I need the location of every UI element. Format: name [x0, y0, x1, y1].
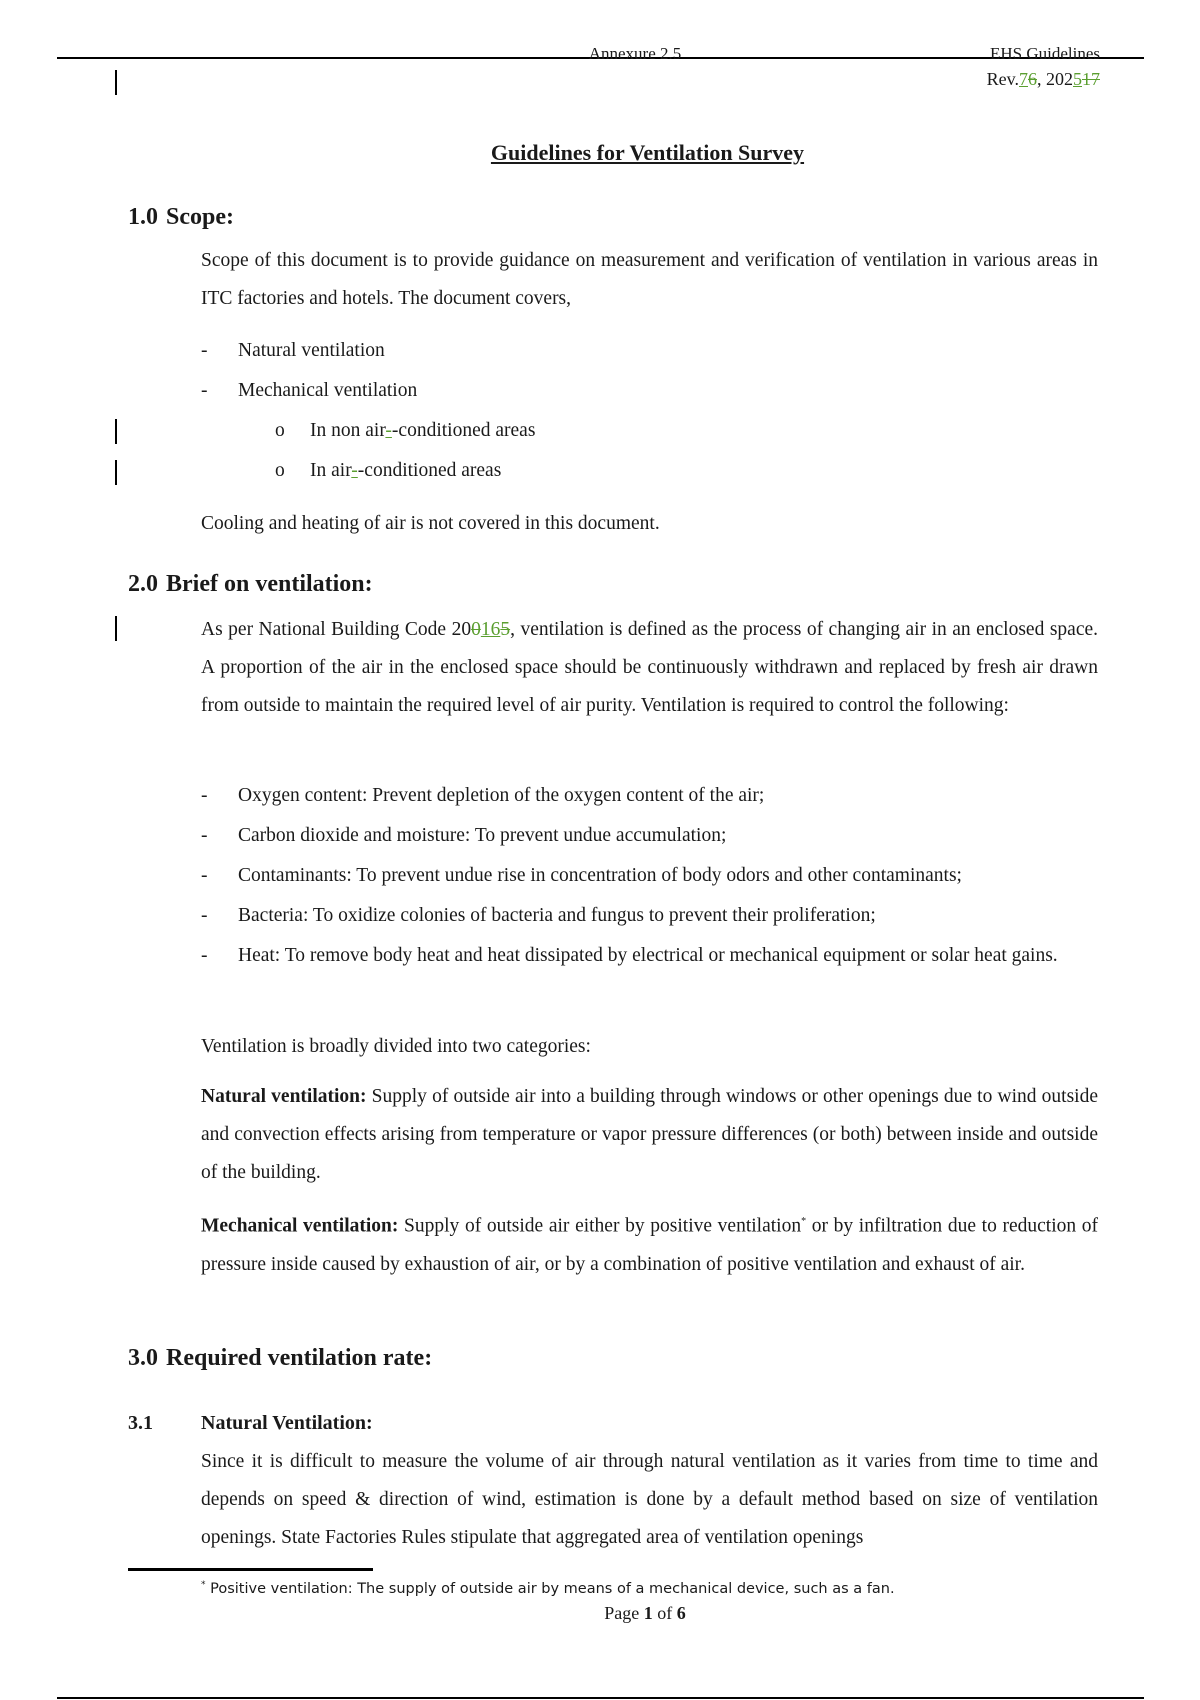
section-1-intro: Scope of this document is to provide guidance on measurement and verification of ventilation in various areas in ITC factories and hotels. The document covers,: [201, 250, 1098, 309]
document-title: Guidelines for Ventilation Survey: [490, 140, 805, 165]
year-deleted: 17: [1082, 69, 1100, 89]
footnote-separator: [128, 1568, 373, 1571]
section-3-1-text: Since it is difficult to measure the volume of air through natural ventilation as it varies from time to time and depends on speed & direction of wind, estimation is done by a default method based on size of ventilation openings. State Factories Rules stipulate that aggregated area of ventilation openings: [201, 1451, 1098, 1548]
section-1-outro: Cooling and heating of air is not covered in this document.: [201, 513, 660, 534]
change-bar: [115, 616, 117, 641]
change-bar: [115, 460, 117, 485]
section-3-1-heading: 3.1 Natural Ventilation:: [128, 1412, 373, 1434]
rev-prefix: Rev.: [986, 69, 1019, 89]
natural-ventilation-definition: Natural ventilation: Supply of outside air into a building through windows or other openings due to wind outside and convection effects arising from temperature or vapor pressure differences (or both) between inside and outside of the building.: [201, 1086, 1099, 1183]
header-ehs-guidelines: EHS Guidelines: [989, 44, 1100, 63]
header-annexure: Annexure 2.5: [588, 44, 682, 63]
page-number: Page 1 of 6: [604, 1603, 686, 1623]
section-2-heading: 2.0 Brief on ventilation:: [128, 571, 373, 597]
year-inserted: 5: [1073, 69, 1082, 89]
change-bar: [115, 419, 117, 444]
rev-year-prefix: , 202: [1037, 69, 1073, 89]
footnote: * Positive ventilation: The supply of outside air by means of a mechanical device, such as a fan.: [201, 1580, 895, 1597]
change-bar: [115, 70, 117, 95]
rev-inserted: 7: [1019, 69, 1028, 89]
section-2-categories: Ventilation is broadly divided into two categories:: [201, 1036, 591, 1057]
rev-deleted: 6: [1028, 69, 1037, 89]
footer-rule: [57, 1697, 1144, 1699]
section-1-heading: 1.0 Scope:: [128, 204, 234, 230]
section-2-intro: As per National Building Code 200165, ventilation is defined as the process of changing air in an enclosed space. A proportion of the air in the enclosed space should be continuously withdrawn and replaced by fresh air drawn from outside to maintain the required level of air purity. Ventilation is required to control the following:: [201, 619, 1099, 716]
section-3-heading: 3.0 Required ventilation rate:: [128, 1345, 433, 1371]
header-revision: [987, 69, 1100, 90]
mechanical-ventilation-definition: Mechanical ventilation: Supply of outside air either by positive ventilation* or by infiltration due to reduction of pressure inside caused by exhaustion of air, or by a combination of positive ventilation and exhaust of air.: [201, 1215, 1099, 1275]
